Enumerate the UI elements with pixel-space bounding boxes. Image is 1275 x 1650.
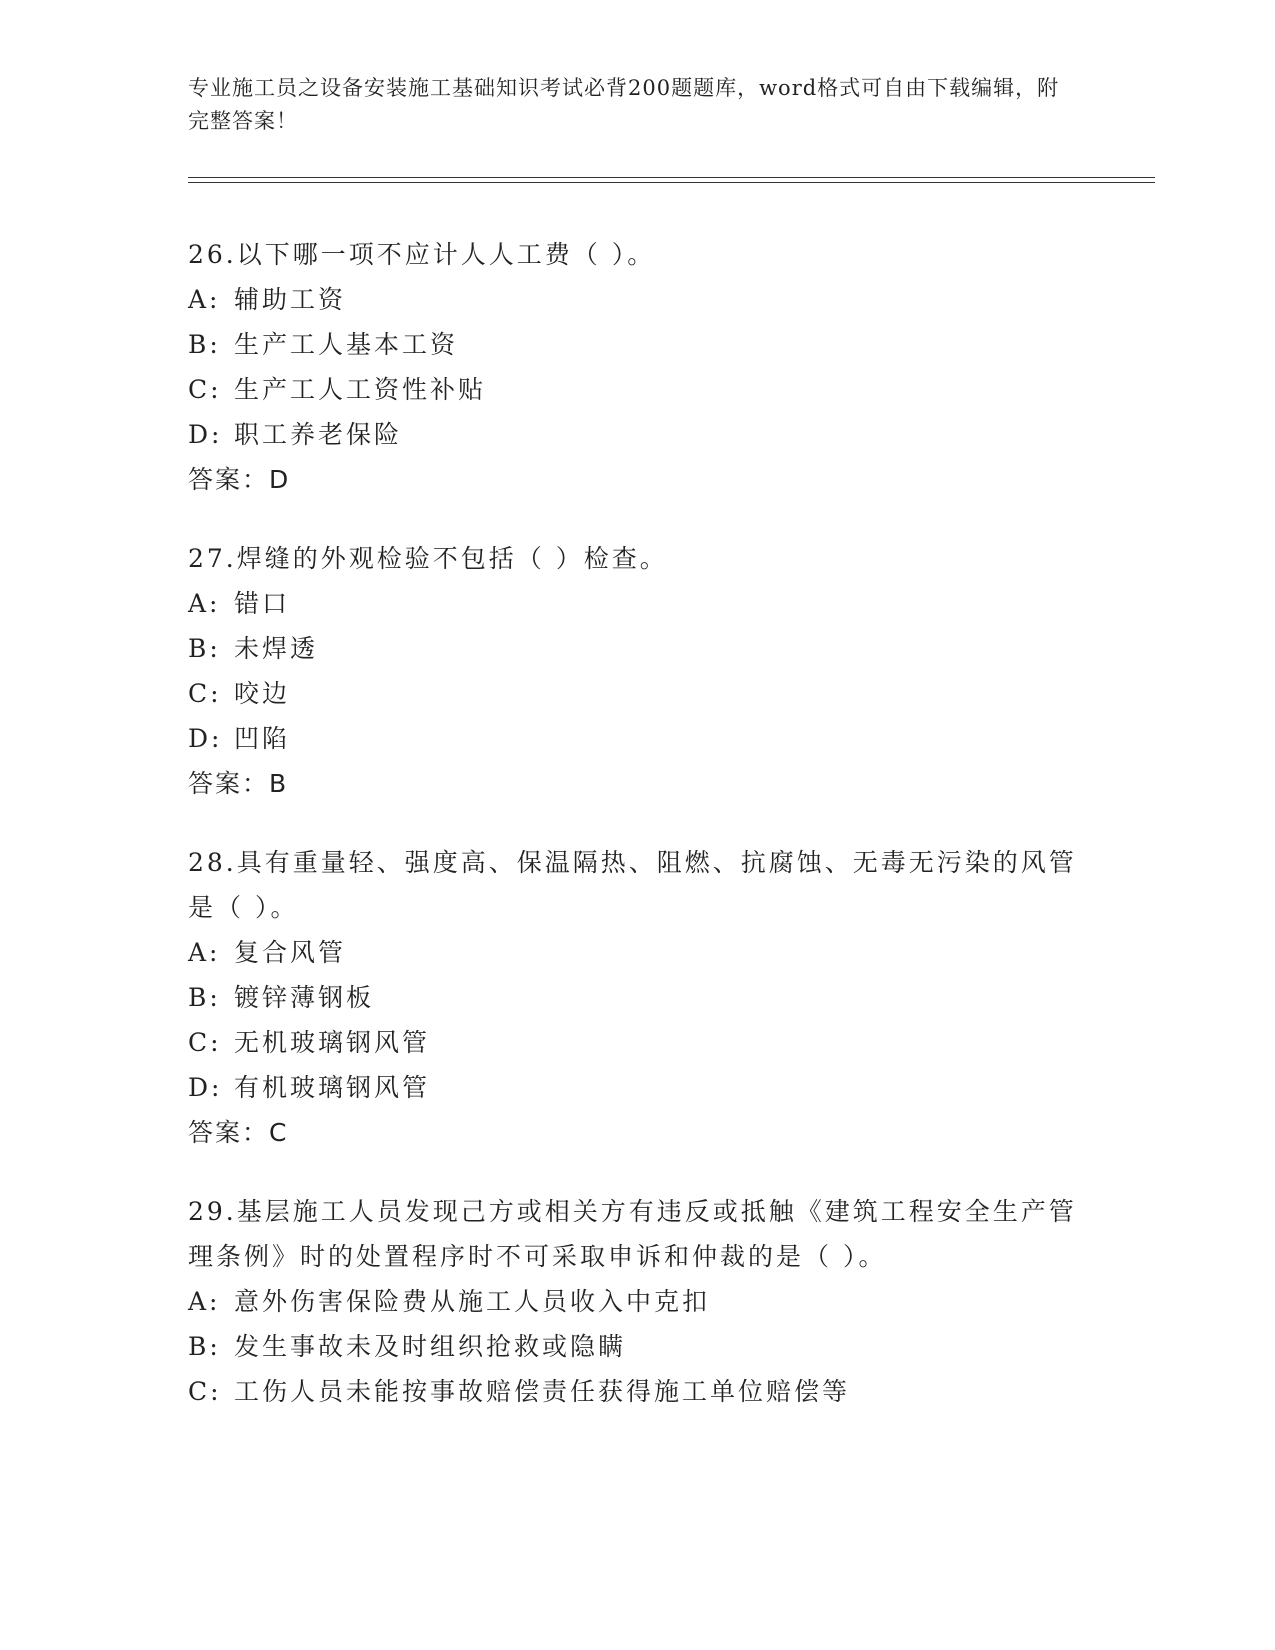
option-text: 职工养老保险 — [234, 420, 403, 449]
option-b — [188, 975, 1088, 1020]
document-header: 专业施工员之设备安装施工基础知识考试必背200题题库，word格式可自由下载编辑，附完整答案！ — [188, 76, 1060, 133]
answer: 答案：C — [188, 1118, 289, 1147]
option-text: 镀锌薄钢板 — [234, 983, 375, 1012]
header-rule-top — [188, 177, 1155, 178]
option-a — [188, 581, 1088, 626]
option-text: 凹陷 — [234, 724, 291, 753]
option-text: 咬边 — [234, 679, 291, 708]
question-29 — [188, 1189, 1088, 1414]
option-key: C: — [188, 1028, 222, 1057]
option-b — [188, 322, 1088, 367]
question-28 — [188, 840, 1088, 1155]
question-list — [188, 232, 1088, 1448]
option-a — [188, 277, 1088, 322]
option-key: D: — [188, 724, 223, 753]
option-text: 生产工人工资性补贴 — [234, 375, 487, 404]
option-key: C: — [188, 375, 222, 404]
option-key: B: — [188, 1332, 221, 1361]
option-text: 有机玻璃钢风管 — [234, 1073, 431, 1102]
option-key: C: — [188, 1377, 222, 1406]
header-rule-bottom — [188, 182, 1155, 183]
option-text: 工伤人员未能按事故赔偿责任获得施工单位赔偿等 — [234, 1377, 851, 1406]
option-d — [188, 1065, 1088, 1110]
option-a — [188, 930, 1088, 975]
option-c — [188, 1369, 1088, 1414]
option-c — [188, 367, 1088, 412]
option-key: A: — [188, 589, 221, 618]
option-text: 生产工人基本工资 — [234, 330, 459, 359]
option-key: D: — [188, 420, 223, 449]
option-c — [188, 1020, 1088, 1065]
question-stem: 27.焊缝的外观检验不包括（ ）检查。 — [188, 544, 668, 573]
question-stem: 28.具有重量轻、强度高、保温隔热、阻燃、抗腐蚀、无毒无污染的风管是（ ）。 — [188, 848, 1077, 922]
option-text: 无机玻璃钢风管 — [234, 1028, 431, 1057]
option-key: A: — [188, 938, 221, 967]
option-d — [188, 412, 1088, 457]
question-27 — [188, 536, 1088, 806]
option-key: C: — [188, 679, 222, 708]
option-a — [188, 1279, 1088, 1324]
answer: 答案：D — [188, 465, 291, 494]
option-key: B: — [188, 634, 221, 663]
option-key: A: — [188, 1287, 221, 1316]
option-text: 错口 — [234, 589, 291, 618]
option-b — [188, 626, 1088, 671]
option-d — [188, 716, 1088, 761]
option-key: B: — [188, 330, 221, 359]
option-b — [188, 1324, 1088, 1369]
option-text: 辅助工资 — [234, 285, 347, 314]
answer: 答案：B — [188, 769, 289, 798]
question-26 — [188, 232, 1088, 502]
option-key: D: — [188, 1073, 223, 1102]
option-key: A: — [188, 285, 221, 314]
question-stem: 26.以下哪一项不应计人人工费（ ）。 — [188, 240, 656, 269]
option-key: B: — [188, 983, 221, 1012]
question-stem: 29.基层施工人员发现己方或相关方有违反或抵触《建筑工程安全生产管理条例》时的处置程序时不可采取申诉和仲裁的是（ ）。 — [188, 1197, 1077, 1271]
option-text: 意外伤害保险费从施工人员收入中克扣 — [234, 1287, 711, 1316]
option-text: 未焊透 — [234, 634, 319, 663]
option-text: 复合风管 — [234, 938, 347, 967]
option-c — [188, 671, 1088, 716]
option-text: 发生事故未及时组织抢救或隐瞒 — [234, 1332, 627, 1361]
